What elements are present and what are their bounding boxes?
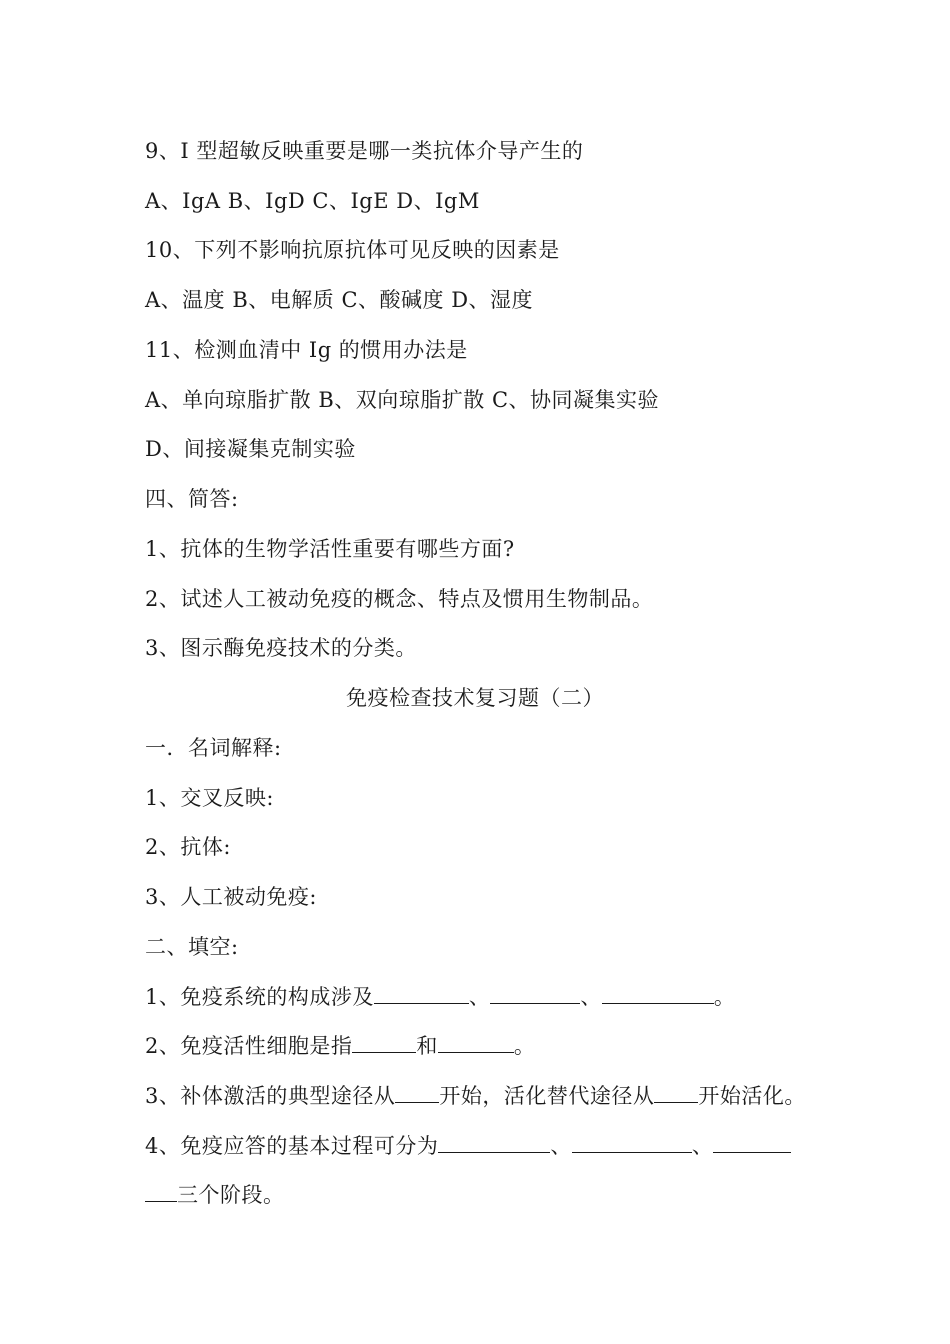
section-definitions-heading: 一．名词解释:: [145, 736, 282, 760]
short-answer-3: 3、图示酶免疫技术的分类。: [145, 636, 417, 660]
short-answer-2: 2、试述人工被动免疫的概念、特点及惯用生物制品。: [145, 587, 654, 611]
fill-in-1: [145, 982, 825, 1012]
answer-blank[interactable]: [438, 1132, 550, 1153]
fill-in-4: [145, 1131, 825, 1161]
fill-in-2: [145, 1031, 825, 1061]
answer-blank[interactable]: [374, 983, 469, 1004]
fill-in-2-text: 2、免疫活性细胞是指: [145, 1034, 353, 1058]
fill-in-3-text: 3、补体激活的典型途径从: [145, 1084, 396, 1108]
definition-2: 2、抗体:: [145, 835, 231, 859]
answer-blank[interactable]: [654, 1082, 698, 1103]
answer-blank[interactable]: [572, 1132, 692, 1153]
fill-in-2-connector: 和: [416, 1034, 438, 1058]
fill-in-3-end: 开始活化。: [698, 1084, 806, 1108]
fill-in-4-text: 4、免疫应答的基本过程可分为: [145, 1134, 439, 1158]
section-fill-in-heading: 二、填空:: [145, 935, 239, 959]
answer-blank[interactable]: [490, 983, 580, 1004]
answer-blank[interactable]: [438, 1032, 514, 1053]
question-9-options: A、IgA B、IgD C、IgE D、IgM: [145, 189, 480, 213]
fill-in-1-separator: 、: [468, 985, 491, 1009]
answer-blank[interactable]: [395, 1082, 439, 1103]
fill-in-1-text: 1、免疫系统的构成涉及: [145, 985, 374, 1009]
fill-in-3-middle: 开始，活化替代途径从: [439, 1084, 655, 1108]
definition-3: 3、人工被动免疫:: [145, 885, 317, 909]
fill-in-1-separator: 、: [580, 985, 602, 1009]
fill-in-2-end: 。: [513, 1034, 536, 1058]
answer-blank[interactable]: [352, 1032, 416, 1053]
short-answer-1: 1、抗体的生物学活性重要有哪些方面?: [145, 537, 515, 561]
question-11: 11、检测血清中 Ig 的惯用办法是: [145, 338, 468, 362]
question-10-options: A、温度 B、电解质 C、酸碱度 D、湿度: [145, 288, 534, 312]
fill-in-4-separator: 、: [550, 1134, 572, 1158]
fill-in-4-end: 三个阶段。: [177, 1183, 285, 1207]
question-10: 10、下列不影响抗原抗体可见反映的因素是: [145, 238, 560, 262]
answer-blank[interactable]: [713, 1132, 791, 1153]
question-11-options-line-1: A、单向琼脂扩散 B、双向琼脂扩散 C、协同凝集实验: [145, 388, 660, 412]
fill-in-4-continued: [145, 1180, 825, 1210]
fill-in-1-end: 。: [713, 985, 736, 1009]
section-short-answer-heading: 四、简答:: [145, 487, 239, 511]
answer-blank[interactable]: [602, 983, 714, 1004]
question-9: 9、I 型超敏反映重要是哪一类抗体介导产生的: [145, 139, 584, 163]
fill-in-4-separator: 、: [691, 1134, 714, 1158]
definition-1: 1、交叉反映:: [145, 786, 274, 810]
answer-blank-continued[interactable]: [145, 1181, 177, 1202]
question-11-options-line-2: D、间接凝集克制实验: [145, 437, 356, 461]
review-title-part-2: 免疫检查技术复习题（二）: [346, 686, 604, 710]
fill-in-3: [145, 1081, 825, 1111]
